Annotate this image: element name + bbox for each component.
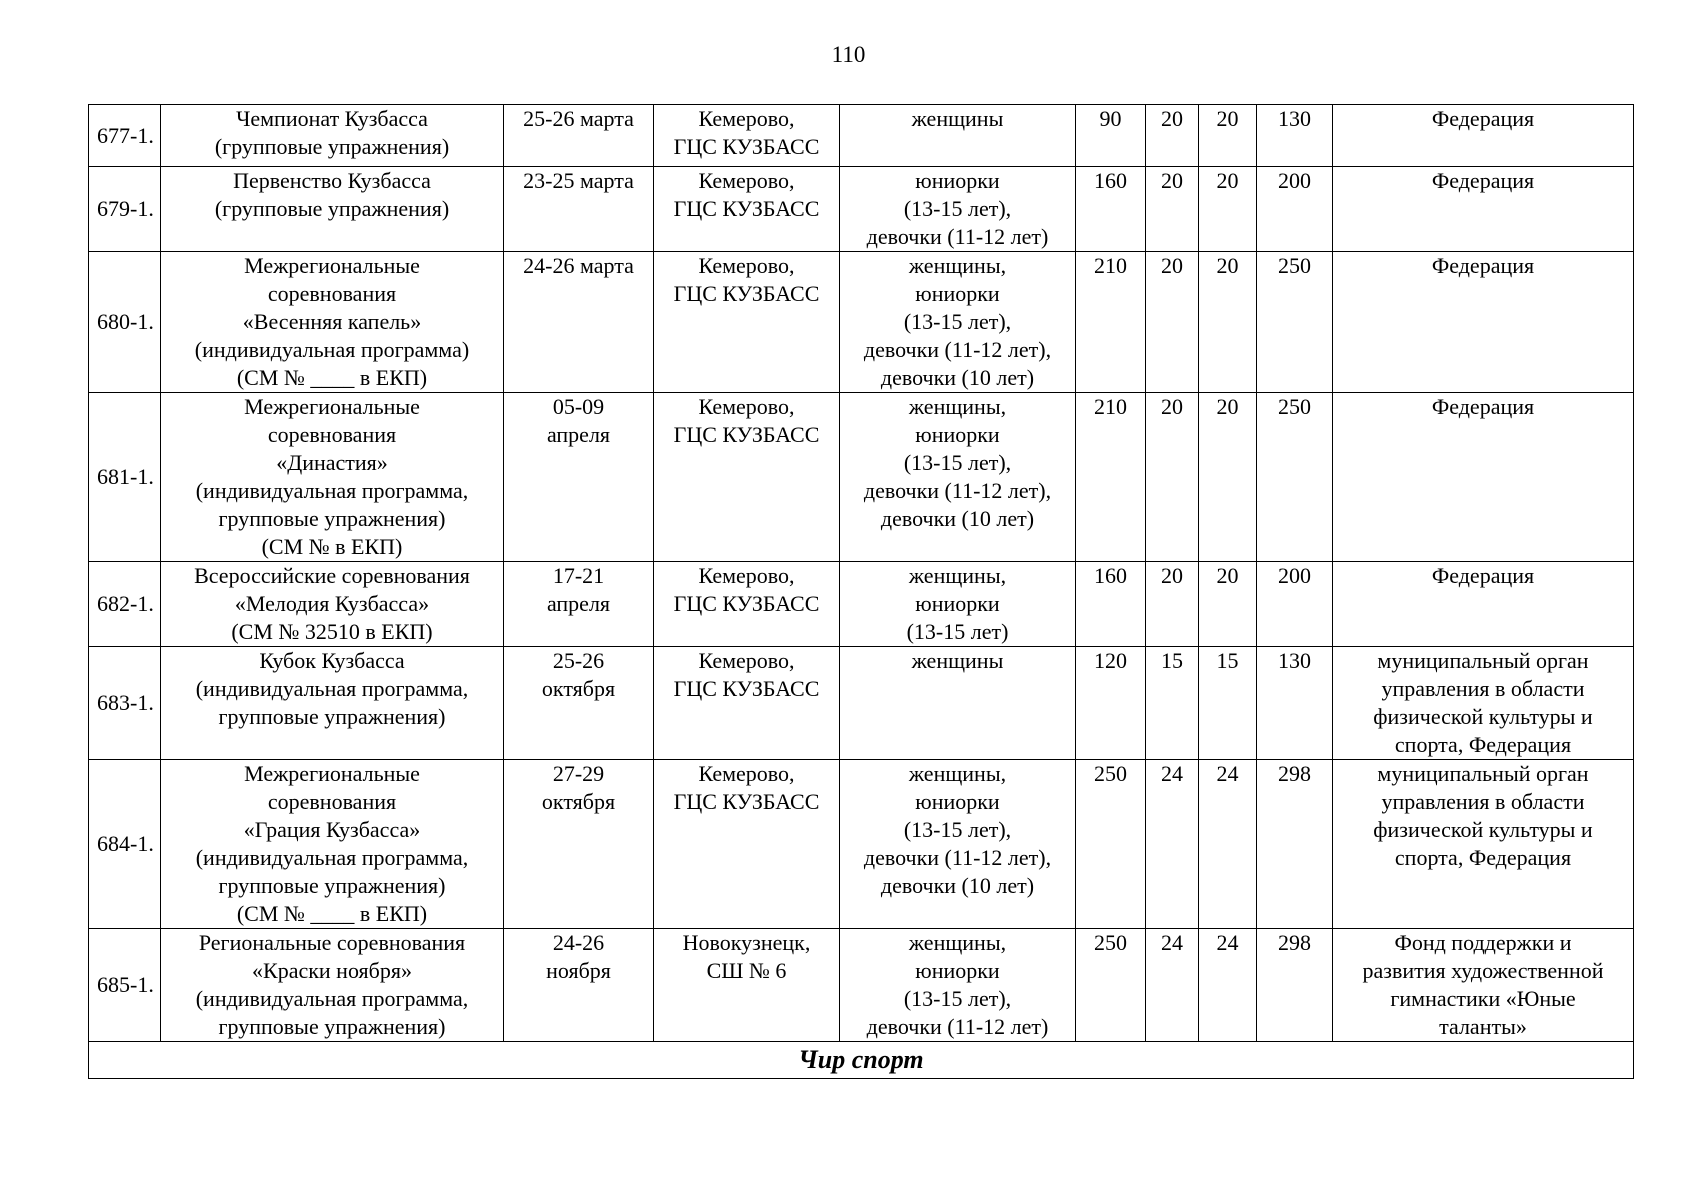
participant-groups-line: девочки (11-12 лет), <box>863 337 1052 362</box>
table-row <box>89 760 1634 929</box>
event-dates-cell <box>504 562 654 647</box>
event-name-line: (индивидуальная программа, <box>195 478 469 503</box>
staff-count-cell: 24 <box>1199 760 1257 929</box>
event-place-line: ГЦС КУЗБАСС <box>673 422 820 447</box>
total-count-cell: 130 <box>1257 105 1333 167</box>
event-dates-line: 24-26 <box>552 930 605 955</box>
table-row <box>89 393 1634 562</box>
judges-count-cell: 15 <box>1146 647 1199 760</box>
participant-groups-line: женщины <box>911 648 1004 673</box>
total-count-cell: 200 <box>1257 562 1333 647</box>
event-name-line: (СМ № ____ в ЕКП) <box>236 901 428 926</box>
participant-groups-line: юниорки <box>915 591 1000 616</box>
participant-groups-line: юниорки <box>915 168 1000 193</box>
participants-count-cell: 160 <box>1076 167 1146 252</box>
organizer-line: Федерация <box>1431 106 1535 131</box>
participant-groups-line: (13-15 лет), <box>903 309 1012 334</box>
organizer-line: Федерация <box>1431 563 1535 588</box>
participant-groups-line: юниорки <box>915 789 1000 814</box>
staff-count-cell: 20 <box>1199 562 1257 647</box>
event-place-line: Кемерово, <box>698 168 795 193</box>
event-place-cell <box>654 562 840 647</box>
staff-count-cell: 15 <box>1199 647 1257 760</box>
events-table-body <box>89 105 1634 1042</box>
event-place-line: Кемерово, <box>698 253 795 278</box>
event-dates-line: 27-29 <box>552 761 605 786</box>
event-place-line: Кемерово, <box>698 563 795 588</box>
event-place-line: Новокузнецк, <box>682 930 811 955</box>
event-name-line: «Грация Кузбасса» <box>243 817 421 842</box>
total-count-cell: 200 <box>1257 167 1333 252</box>
table-row <box>89 929 1634 1042</box>
event-dates-line: 25-26 <box>552 648 605 673</box>
event-dates-line: октября <box>541 789 616 814</box>
total-count-cell: 130 <box>1257 647 1333 760</box>
participant-groups-line: женщины, <box>908 761 1007 786</box>
event-dates-line: апреля <box>546 591 611 616</box>
event-place-line: ГЦС КУЗБАСС <box>673 676 820 701</box>
event-dates-line: 25-26 марта <box>523 106 634 131</box>
row-number-cell: 682-1. <box>89 562 161 647</box>
organizer-cell <box>1333 252 1634 393</box>
organizer-line: спорта, Федерация <box>1394 845 1572 870</box>
participant-groups-line: женщины, <box>908 563 1007 588</box>
event-dates-line: 17-21 <box>552 563 605 588</box>
participant-groups-line: девочки (11-12 лет), <box>863 478 1052 503</box>
participant-groups-cell <box>840 252 1076 393</box>
event-dates-line: апреля <box>546 422 611 447</box>
event-dates-line: 05-09 <box>552 394 605 419</box>
participant-groups-line: (13-15 лет) <box>906 619 1009 644</box>
table-row <box>89 562 1634 647</box>
row-number-cell: 684-1. <box>89 760 161 929</box>
organizer-line: физической культуры и <box>1373 704 1593 729</box>
participant-groups-cell <box>840 167 1076 252</box>
event-name-line: (СМ № 32510 в ЕКП) <box>231 619 433 644</box>
row-number-cell: 677-1. <box>89 105 161 167</box>
event-name-line: Межрегиональные <box>244 761 420 786</box>
participant-groups-line: (13-15 лет), <box>903 196 1012 221</box>
participant-groups-line: девочки (10 лет) <box>880 365 1035 390</box>
organizer-line: гимнастики «Юные <box>1390 986 1576 1011</box>
staff-count-cell: 20 <box>1199 393 1257 562</box>
organizer-cell <box>1333 760 1634 929</box>
event-place-line: ГЦС КУЗБАСС <box>673 281 820 306</box>
staff-count-cell: 20 <box>1199 105 1257 167</box>
section-row <box>89 1042 1634 1079</box>
participant-groups-cell <box>840 105 1076 167</box>
total-count-cell: 250 <box>1257 393 1333 562</box>
event-name-line: Всероссийские соревнования <box>194 563 470 588</box>
event-place-cell <box>654 105 840 167</box>
total-count-cell: 298 <box>1257 929 1333 1042</box>
event-name-line: соревнования <box>267 281 397 306</box>
participants-count-cell: 250 <box>1076 929 1146 1042</box>
event-name-line: Региональные соревнования <box>198 930 466 955</box>
event-name-line: соревнования <box>267 789 397 814</box>
organizer-line: спорта, Федерация <box>1394 732 1572 757</box>
total-count-cell: 250 <box>1257 252 1333 393</box>
participants-count-cell: 160 <box>1076 562 1146 647</box>
participant-groups-line: девочки (10 лет) <box>880 873 1035 898</box>
events-table <box>88 104 1634 1079</box>
event-name-cell <box>161 105 504 167</box>
judges-count-cell: 24 <box>1146 929 1199 1042</box>
event-place-line: Кемерово, <box>698 106 795 131</box>
participant-groups-cell <box>840 393 1076 562</box>
event-name-line: «Весенняя капель» <box>242 309 422 334</box>
row-number-cell: 685-1. <box>89 929 161 1042</box>
event-name-line: Первенство Кузбасса <box>233 168 431 193</box>
event-name-line: Кубок Кузбасса <box>259 648 405 673</box>
participants-count-cell: 250 <box>1076 760 1146 929</box>
event-place-line: ГЦС КУЗБАСС <box>673 196 820 221</box>
event-name-line: (индивидуальная программа) <box>194 337 470 362</box>
table-row <box>89 647 1634 760</box>
event-place-cell <box>654 647 840 760</box>
organizer-cell <box>1333 647 1634 760</box>
participant-groups-line: юниорки <box>915 281 1000 306</box>
event-name-line: (индивидуальная программа, <box>195 986 469 1011</box>
event-name-line: (индивидуальная программа, <box>195 676 469 701</box>
participant-groups-line: девочки (11-12 лет) <box>866 224 1049 249</box>
event-name-line: (групповые упражнения) <box>214 134 450 159</box>
judges-count-cell: 20 <box>1146 252 1199 393</box>
organizer-line: Фонд поддержки и <box>1394 930 1572 955</box>
participant-groups-cell <box>840 647 1076 760</box>
event-place-line: ГЦС КУЗБАСС <box>673 591 820 616</box>
event-dates-cell <box>504 393 654 562</box>
participants-count-cell: 210 <box>1076 393 1146 562</box>
judges-count-cell: 24 <box>1146 760 1199 929</box>
judges-count-cell: 20 <box>1146 562 1199 647</box>
event-name-line: (СМ № в ЕКП) <box>261 534 403 559</box>
table-row <box>89 252 1634 393</box>
judges-count-cell: 20 <box>1146 393 1199 562</box>
participant-groups-line: (13-15 лет), <box>903 817 1012 842</box>
event-name-line: групповые упражнения) <box>218 1014 446 1039</box>
table-row <box>89 167 1634 252</box>
event-dates-cell <box>504 647 654 760</box>
judges-count-cell: 20 <box>1146 105 1199 167</box>
organizer-cell <box>1333 167 1634 252</box>
event-dates-cell <box>504 252 654 393</box>
participant-groups-cell <box>840 760 1076 929</box>
staff-count-cell: 20 <box>1199 252 1257 393</box>
event-name-cell <box>161 929 504 1042</box>
event-name-line: «Краски ноября» <box>252 958 412 983</box>
section-heading: Чир спорт <box>89 1042 1634 1079</box>
row-number-cell: 683-1. <box>89 647 161 760</box>
event-name-line: «Мелодия Кузбасса» <box>234 591 430 616</box>
event-name-line: Межрегиональные <box>244 253 420 278</box>
judges-count-cell: 20 <box>1146 167 1199 252</box>
event-name-cell <box>161 167 504 252</box>
participant-groups-line: женщины <box>911 106 1004 131</box>
event-dates-cell <box>504 760 654 929</box>
organizer-line: Федерация <box>1431 253 1535 278</box>
event-place-line: Кемерово, <box>698 761 795 786</box>
organizer-line: физической культуры и <box>1373 817 1593 842</box>
event-name-cell <box>161 760 504 929</box>
event-name-line: Чемпионат Кузбасса <box>236 106 428 131</box>
participant-groups-line: юниорки <box>915 422 1000 447</box>
staff-count-cell: 24 <box>1199 929 1257 1042</box>
participant-groups-line: женщины, <box>908 930 1007 955</box>
event-name-line: групповые упражнения) <box>218 873 446 898</box>
event-name-line: групповые упражнения) <box>218 704 446 729</box>
event-dates-line: октября <box>541 676 616 701</box>
event-name-line: (групповые упражнения) <box>214 196 450 221</box>
organizer-cell <box>1333 929 1634 1042</box>
event-place-line: ГЦС КУЗБАСС <box>673 789 820 814</box>
organizer-line: управления в области <box>1381 789 1585 814</box>
participant-groups-line: девочки (11-12 лет), <box>863 845 1052 870</box>
event-place-cell <box>654 252 840 393</box>
total-count-cell: 298 <box>1257 760 1333 929</box>
row-number-cell: 680-1. <box>89 252 161 393</box>
organizer-line: развития художественной <box>1362 958 1604 983</box>
event-dates-cell <box>504 929 654 1042</box>
row-number-cell: 681-1. <box>89 393 161 562</box>
participants-count-cell: 120 <box>1076 647 1146 760</box>
event-place-line: СШ № 6 <box>706 958 787 983</box>
organizer-line: Федерация <box>1431 168 1535 193</box>
event-place-line: Кемерово, <box>698 394 795 419</box>
participant-groups-line: женщины, <box>908 253 1007 278</box>
event-name-line: Межрегиональные <box>244 394 420 419</box>
organizer-line: Федерация <box>1431 394 1535 419</box>
organizer-cell <box>1333 393 1634 562</box>
organizer-line: муниципальный орган <box>1377 761 1589 786</box>
organizer-line: управления в области <box>1381 676 1585 701</box>
event-place-line: Кемерово, <box>698 648 795 673</box>
row-number-cell: 679-1. <box>89 167 161 252</box>
participant-groups-line: женщины, <box>908 394 1007 419</box>
event-name-cell <box>161 393 504 562</box>
event-place-cell <box>654 167 840 252</box>
participant-groups-line: юниорки <box>915 958 1000 983</box>
event-place-cell <box>654 393 840 562</box>
organizer-line: муниципальный орган <box>1377 648 1589 673</box>
event-name-cell <box>161 562 504 647</box>
staff-count-cell: 20 <box>1199 167 1257 252</box>
event-place-cell <box>654 760 840 929</box>
event-name-line: (СМ № ____ в ЕКП) <box>236 365 428 390</box>
organizer-cell <box>1333 105 1634 167</box>
event-dates-line: ноября <box>546 958 611 983</box>
page-number: 110 <box>831 42 866 67</box>
organizer-line: таланты» <box>1439 1014 1527 1039</box>
participant-groups-line: девочки (10 лет) <box>880 506 1035 531</box>
participant-groups-line: (13-15 лет), <box>903 450 1012 475</box>
participant-groups-cell <box>840 562 1076 647</box>
event-name-line: соревнования <box>267 422 397 447</box>
event-name-cell <box>161 252 504 393</box>
event-name-line: групповые упражнения) <box>218 506 446 531</box>
event-name-line: (индивидуальная программа, <box>195 845 469 870</box>
event-dates-cell <box>504 105 654 167</box>
event-dates-line: 23-25 марта <box>523 168 634 193</box>
organizer-cell <box>1333 562 1634 647</box>
participant-groups-line: девочки (11-12 лет) <box>866 1014 1049 1039</box>
event-dates-cell <box>504 167 654 252</box>
event-place-line: ГЦС КУЗБАСС <box>673 134 820 159</box>
participants-count-cell: 90 <box>1076 105 1146 167</box>
participant-groups-cell <box>840 929 1076 1042</box>
participants-count-cell: 210 <box>1076 252 1146 393</box>
event-place-cell <box>654 929 840 1042</box>
event-name-line: «Династия» <box>276 450 388 475</box>
event-name-cell <box>161 647 504 760</box>
participant-groups-line: (13-15 лет), <box>903 986 1012 1011</box>
table-row <box>89 105 1634 167</box>
event-dates-line: 24-26 марта <box>523 253 634 278</box>
